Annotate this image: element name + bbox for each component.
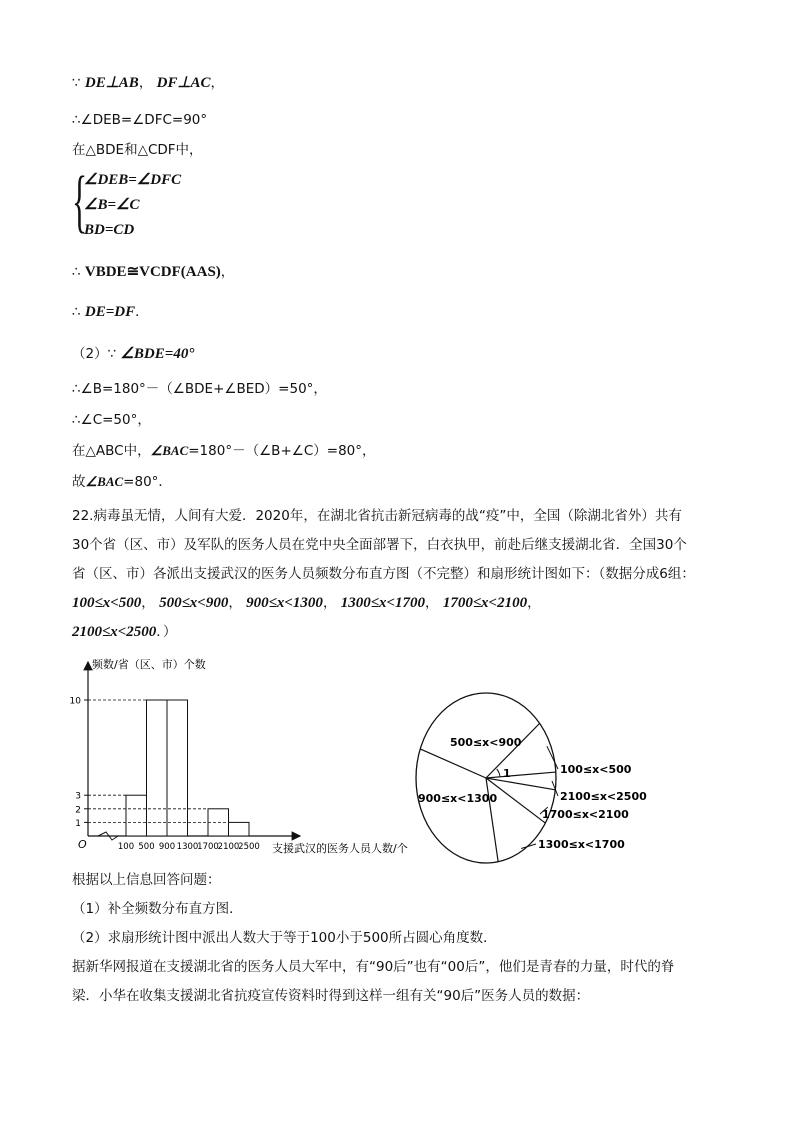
part2-angle-b: ∴∠B=180°－（∠BDE+∠BED）=50°， xyxy=(72,381,327,397)
questions-block xyxy=(72,866,726,1011)
group-3: 900≤x<1300 xyxy=(246,595,323,611)
hist-x-tick: 1300 xyxy=(176,842,199,852)
news-line-1: 据新华网报道在支援湖北省的医务人员大军中，有“90后”也有“00后”，他们是青春的力量，时代的脊 xyxy=(72,959,675,975)
group-6: 2100≤x<2500 xyxy=(72,624,157,640)
hist-x-tick: 500 xyxy=(138,842,155,852)
question-1: （1）补全频数分布直方图． xyxy=(72,901,243,917)
hist-x-tick: 900 xyxy=(158,842,176,852)
pie-label: 100≤x<500 xyxy=(560,763,632,776)
problem-22 xyxy=(72,502,726,647)
hist-y-tick: 1 xyxy=(75,818,81,829)
part2-given: （2）∵ ∠BDE=40° xyxy=(72,346,195,362)
hist-x-tick: 2100 xyxy=(217,842,240,852)
math-angle-bac: ∠BAC xyxy=(150,443,189,458)
problem-text-line-1: 22.病毒虽无情，人间有大爱．2020年，在湖北省抗击新冠病毒的战“疫”中，全国（除湖北省外）共有 xyxy=(72,508,682,524)
part2-angle-c: ∴∠C=50°， xyxy=(72,412,151,428)
hist-y-label: 频数/省（区、市）个数 xyxy=(92,658,206,671)
pie-chart xyxy=(410,686,660,866)
group-2: 500≤x<900 xyxy=(159,595,229,611)
proof-line-triangles: 在△BDE和△CDF中， xyxy=(72,142,203,158)
hist-bar xyxy=(229,822,250,836)
brace-symbol: { xyxy=(72,163,88,240)
hist-bar xyxy=(167,700,188,836)
pie-label: 2100≤x<2500 xyxy=(560,790,647,803)
hist-x-tick: 2500 xyxy=(238,842,260,852)
system-row-1: ∠DEB=∠DFC xyxy=(84,172,182,188)
hist-x-label: 支援武汉的医务人员人数/个 xyxy=(272,842,408,855)
hist-x-tick: 100 xyxy=(117,842,135,852)
proof-line-right-angles: ∴∠DEB=∠DFC=90° xyxy=(72,112,208,128)
hist-y-tick: 3 xyxy=(75,791,81,802)
math-angle-bde: ∠BDE=40° xyxy=(120,346,195,362)
math-de-eq-df: DE=DF xyxy=(84,304,136,320)
group-list-row-1: 100≤x<500， 500≤x<900， 900≤x<1300， 1300≤x<1700， 1700≤x<2100， xyxy=(72,595,541,611)
system-row-3: BD=CD xyxy=(84,222,135,238)
hist-bar xyxy=(126,795,147,836)
proof-line-congruent: ∴ VBDE≅VCDF(AAS)， xyxy=(72,264,235,280)
math-de-perp-ab: DE⊥AB xyxy=(84,75,139,91)
math-congruence: VBDE≅VCDF(AAS) xyxy=(84,264,221,280)
proof-line-perpendicular: ∵ DE⊥AB， DF⊥AC， xyxy=(72,75,225,91)
math-df-perp-ac: DF⊥AC xyxy=(156,75,211,91)
histogram-chart xyxy=(60,656,430,864)
hist-origin: O xyxy=(78,838,87,851)
problem-text-line-2: 30个省（区、市）及军队的医务人员在党中央全面部署下，白衣执甲，前赴后继支援湖北省．全国30个 xyxy=(72,537,687,553)
pie-label: 500≤x<900 xyxy=(450,736,522,749)
hist-bar xyxy=(147,700,168,836)
question-2: （2）求扇形统计图中派出人数大于等于100小于500所占圆心角度数． xyxy=(72,930,497,946)
math-angle-bac-final: ∠BAC xyxy=(85,474,124,489)
group-list-row-2: 2100≤x<2500．） xyxy=(72,624,177,640)
hist-y-tick: 10 xyxy=(69,696,81,707)
system-row-2: ∠B=∠C xyxy=(84,197,140,213)
part2-angle-bac: 在△ABC中，∠BAC=180°－（∠B+∠C）=80°， xyxy=(72,443,376,459)
pie-label: 1700≤x<2100 xyxy=(542,808,629,821)
pie-angle-marker: 1 xyxy=(503,767,511,780)
part2-final: 故∠BAC=80°． xyxy=(72,474,172,490)
group-4: 1300≤x<1700 xyxy=(340,595,426,611)
group-1: 100≤x<500 xyxy=(72,595,142,611)
news-line-2: 梁．小华在收集支援湖北省抗疫宣传资料时得到这样一组有关“90后”医务人员的数据： xyxy=(72,988,590,1004)
proof-line-conclusion: ∴ DE=DF． xyxy=(72,304,149,320)
group-5: 1700≤x<2100 xyxy=(442,595,528,611)
pie-label: 900≤x<1300 xyxy=(418,792,498,805)
problem-text-line-3: 省（区、市）各派出支援武汉的医务人员频数分布直方图（不完整）和扇形统计图如下：（数据分成6组： xyxy=(72,566,695,582)
questions-intro: 根据以上信息回答问题： xyxy=(72,872,221,888)
hist-x-tick: 1700 xyxy=(197,842,219,852)
pie-label: 1300≤x<1700 xyxy=(538,838,625,851)
hist-y-tick: 2 xyxy=(75,805,81,816)
